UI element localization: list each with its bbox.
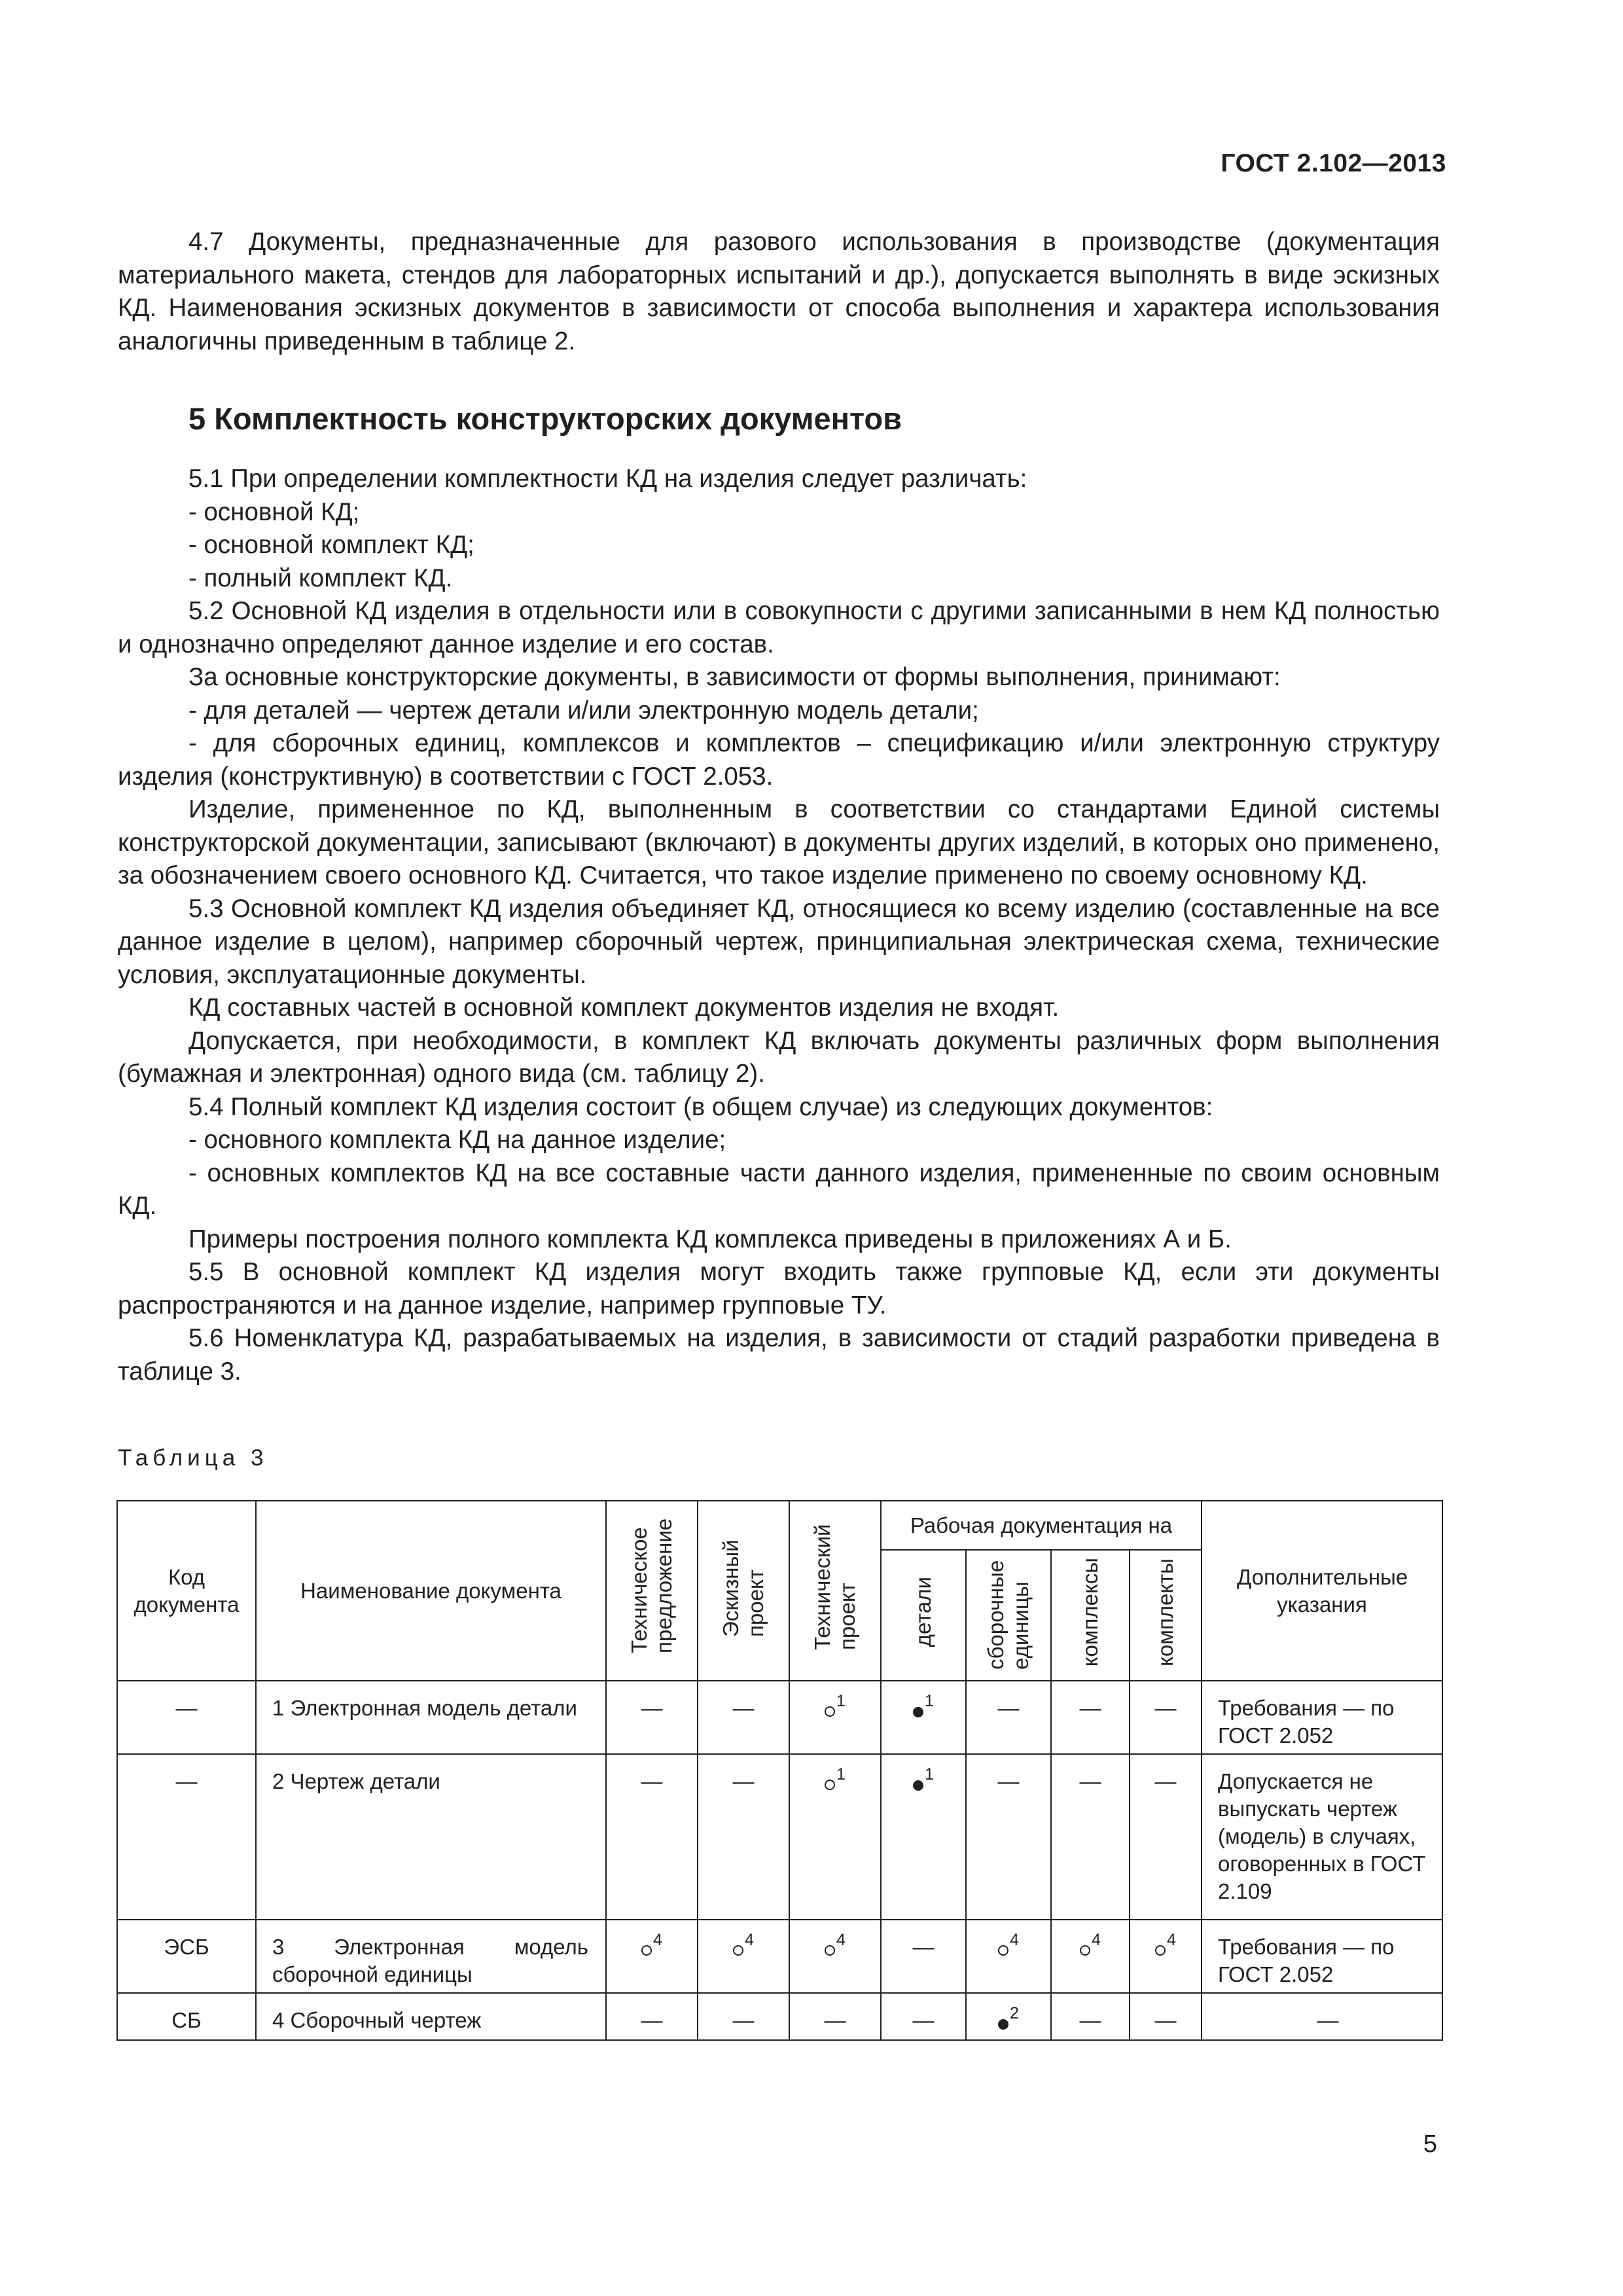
paragraph-4-7: 4.7 Документы, предназначенные для разового использования в производстве (документация материального макета, стендов для лабораторных испытаний и др.), допускается выполнять в виде эскизных КД. Наименования эскизных документов в зависимости от способа выполнения и характера использования аналогичны приведенным в таблице 2. <box>118 228 1440 355</box>
cell-symbol <box>966 1993 1051 2040</box>
cell-dash: — <box>606 1754 698 1920</box>
paragraph: 5.6 Номенклатура КД, разрабатываемых на изделия, в зависимости от стадий разработки приведена в таблице 3. <box>118 1324 1440 1386</box>
paragraph-4-7-block <box>118 226 1440 358</box>
cell-name: 4 Сборочный чертеж <box>256 1993 606 2040</box>
header-assembly-units: сборочные единицы <box>966 1550 1051 1681</box>
cell-symbol <box>789 1681 881 1754</box>
paragraph: - основного комплекта КД на данное изделие; <box>188 1126 726 1154</box>
table-row <box>117 1754 1442 1920</box>
cell-dash: — <box>606 1681 698 1754</box>
paragraph: За основные конструкторские документы, в зависимости от формы выполнения, принимают: <box>188 663 1281 691</box>
cell-dash: — <box>698 1681 789 1754</box>
cell-dash: — <box>1051 1754 1130 1920</box>
section-title: 5 Комплектность конструкторских документов <box>188 401 902 436</box>
cell-dash: — <box>698 1754 789 1920</box>
cell-name: 1 Электронная модель детали <box>256 1681 606 1754</box>
cell-dash: — <box>1051 1681 1130 1754</box>
paragraph: КД составных частей в основной комплект документов изделия не входят. <box>188 994 1060 1022</box>
cell-symbol <box>1051 1920 1130 1993</box>
cell-code: — <box>117 1681 256 1754</box>
document-header-code: ГОСТ 2.102—2013 <box>1221 149 1446 177</box>
header-kits: комплекты <box>1130 1550 1202 1681</box>
table-row <box>117 1681 1442 1754</box>
page-number: 5 <box>1423 2130 1437 2158</box>
footnote-ref: 4 <box>1010 1931 1019 1949</box>
cell-dash: — <box>881 1993 966 2040</box>
paragraph: Изделие, примененное по КД, выполненным в соответствии со стандартами Единой системы конструкторской документации, записывают (включают) в документы других изделий, в которых оно применено, за обозначением своего основного КД. Считается, что такое изделие применено по своему основному КД. <box>118 795 1440 889</box>
cell-symbol <box>881 1681 966 1754</box>
hollow-circle-icon <box>1155 1945 1166 1956</box>
filled-dot-icon <box>913 1707 923 1717</box>
hollow-circle-icon <box>1080 1945 1090 1956</box>
paragraph: 5.3 Основной комплект КД изделия объединяет КД, относящиеся ко всему изделию (составленные на все данное изделие в целом), например сборочный чертеж, принципиальная электрическая схема, технические условия, эксплуатационные документы. <box>118 894 1440 989</box>
cell-symbol <box>966 1920 1051 1993</box>
cell-code: ЭСБ <box>117 1920 256 1993</box>
paragraph: - для деталей — чертеж детали и/или электронную модель детали; <box>188 696 979 725</box>
header-tech-project: Технический проект <box>789 1501 881 1681</box>
cell-dash: — <box>966 1754 1051 1920</box>
footnote-ref: 4 <box>1167 1931 1176 1949</box>
filled-dot-icon <box>913 1780 923 1791</box>
cell-additional: Допускается не выпускать чертеж (модель) в случаях, оговоренных в ГОСТ 2.109 <box>1202 1754 1442 1920</box>
paragraph: - основной комплект КД; <box>188 531 474 559</box>
paragraph: Допускается, при необходимости, в комплект КД включать документы различных форм выполнения (бумажная и электронная) одного вида (см. таблицу 2). <box>118 1026 1440 1088</box>
cell-additional: — <box>1202 1993 1442 2040</box>
header-additional: Дополнительные указания <box>1202 1501 1442 1681</box>
table-3 <box>116 1500 1443 2041</box>
header-code: Код документа <box>117 1501 256 1681</box>
cell-dash: — <box>1130 1754 1202 1920</box>
hollow-circle-icon <box>998 1945 1008 1956</box>
table-row <box>117 1993 1442 2040</box>
cell-symbol <box>789 1920 881 1993</box>
cell-dash: — <box>1051 1993 1130 2040</box>
paragraph: Примеры построения полного комплекта КД комплекса приведены в приложениях А и Б. <box>188 1225 1232 1253</box>
cell-dash: — <box>698 1993 789 2040</box>
cell-symbol <box>698 1920 789 1993</box>
paragraph: 5.5 В основной комплект КД изделия могут входить также групповые КД, если эти документы распространяются и на данное изделие, например групповые ТУ. <box>118 1258 1440 1319</box>
paragraph: 5.1 При определении комплектности КД на изделия следует различать: <box>188 465 1027 493</box>
header-name: Наименование документа <box>256 1501 606 1681</box>
paragraph: 5.4 Полный комплект КД изделия состоит (в общем случае) из следующих документов: <box>188 1092 1213 1121</box>
header-tech-proposal: Техническое предложение <box>606 1501 698 1681</box>
header-draft-project: Эскизный проект <box>698 1501 789 1681</box>
hollow-circle-icon <box>733 1945 743 1956</box>
footnote-ref: 2 <box>1010 2004 1019 2022</box>
footnote-ref: 4 <box>745 1931 754 1949</box>
header-details: детали <box>881 1550 966 1681</box>
paragraph: - основных комплектов КД на все составные части данного изделия, примененные по своим основным КД. <box>118 1158 1440 1220</box>
cell-dash: — <box>1130 1681 1202 1754</box>
header-work-docs: Рабочая документация на <box>881 1501 1202 1550</box>
section-5-body <box>118 463 1440 1388</box>
hollow-circle-icon <box>825 1780 835 1790</box>
cell-symbol <box>606 1920 698 1993</box>
footnote-ref: 4 <box>653 1931 662 1949</box>
paragraph: - для сборочных единиц, комплексов и комплектов – спецификацию и/или электронную структуру изделия (конструктивную) в соответствии с ГОСТ 2.053. <box>118 729 1440 791</box>
cell-additional: Требования — по ГОСТ 2.052 <box>1202 1920 1442 1993</box>
paragraph: - основной КД; <box>188 497 360 526</box>
cell-code: СБ <box>117 1993 256 2040</box>
table-caption: Таблица 3 <box>118 1445 268 1471</box>
cell-dash: — <box>1130 1993 1202 2040</box>
paragraph: 5.2 Основной КД изделия в отдельности или в совокупности с другими записанными в нем КД полностью и однозначно определяют данное изделие и его состав. <box>118 597 1440 658</box>
footnote-ref: 1 <box>925 1692 934 1710</box>
hollow-circle-icon <box>641 1945 652 1956</box>
cell-dash: — <box>789 1993 881 2040</box>
filled-dot-icon <box>998 2019 1008 2030</box>
table-row <box>117 1920 1442 1993</box>
cell-dash: — <box>881 1920 966 1993</box>
footnote-ref: 1 <box>925 1765 934 1784</box>
cell-symbol <box>881 1754 966 1920</box>
cell-name: 3 Электронная модель сборочной единицы <box>256 1920 606 1993</box>
cell-code: — <box>117 1754 256 1920</box>
footnote-ref: 4 <box>1092 1931 1101 1949</box>
footnote-ref: 1 <box>836 1765 846 1784</box>
paragraph: - полный комплект КД. <box>188 564 453 592</box>
hollow-circle-icon <box>825 1706 835 1717</box>
cell-dash: — <box>966 1681 1051 1754</box>
cell-name: 2 Чертеж детали <box>256 1754 606 1920</box>
footnote-ref: 1 <box>836 1692 846 1710</box>
cell-additional: Требования — по ГОСТ 2.052 <box>1202 1681 1442 1754</box>
hollow-circle-icon <box>825 1945 835 1956</box>
footnote-ref: 4 <box>836 1931 846 1949</box>
header-complexes: комплексы <box>1051 1550 1130 1681</box>
cell-symbol <box>789 1754 881 1920</box>
cell-symbol <box>1130 1920 1202 1993</box>
cell-dash: — <box>606 1993 698 2040</box>
